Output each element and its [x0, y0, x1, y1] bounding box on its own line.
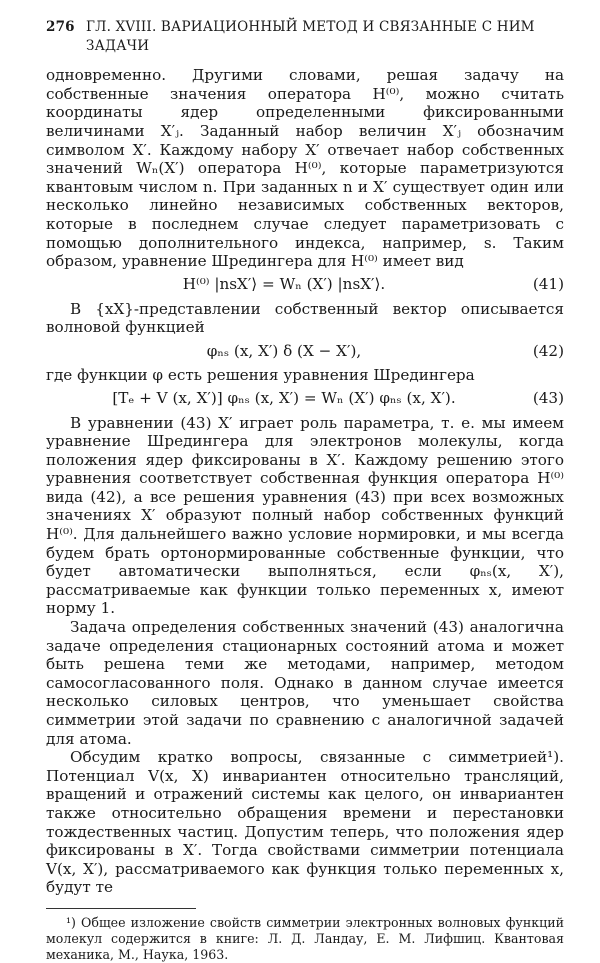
equation-42	[46, 341, 564, 361]
paragraph-5: Задача определения собственных значений (43) аналогична задаче определения стационарных состояний атома и может быть решена теми же методами, например, методом самосогласованного поля. Однако в данном случае имеется несколько силовых центров, что уменьшает свойства симметрии этой задачи по сравнению с аналогичной задачей для атома.	[46, 618, 564, 748]
page-number: 276	[46, 19, 75, 35]
equation-43-body: [Tₑ + V (x, X′)] φₙₛ (x, X′) = Wₙ (X′) φₙₛ (x, X′).	[112, 389, 456, 408]
footnote-divider	[46, 908, 196, 909]
equation-41-body: H⁽⁰⁾ |nsX′⟩ = Wₙ (X′) |nsX′⟩.	[182, 275, 386, 294]
running-header	[46, 18, 564, 55]
paragraph-4: В уравнении (43) X′ играет роль параметра, т. е. мы имеем уравнение Шредингера для электронов молекулы, когда положения ядер фиксированы в X′. Каждому решению этого уравнения соответствует собственная функция оператора H⁽⁰⁾ вида (42), а все решения уравнения (43) при всех возможных значениях X′ образуют полный набор собственных функций H⁽⁰⁾. Для дальнейшего важно условие нормировки, и мы всегда будем брать ортонормированные собственные функции, что будет автоматически выполняться, если φₙₛ(x, X′), рассматриваемые как функции только переменных x, имеют норму 1.	[46, 413, 564, 618]
equation-41-number: (41)	[532, 275, 564, 294]
running-title: ГЛ. XVIII. ВАРИАЦИОННЫЙ МЕТОД И СВЯЗАННЫЕ С НИМ ЗАДАЧИ	[86, 19, 535, 54]
footnote: ¹) Общее изложение свойств симметрии электронных волновых функций молекул содержится в книге: Л. Д. Ландау, Е. М. Лифшиц. Квантовая механика, М., Наука, 1963.	[46, 914, 564, 962]
paragraph-2: В {xX}-представлении собственный вектор описывается волновой функцией	[46, 299, 564, 337]
paragraph-6: Обсудим кратко вопросы, связанные с симметрией¹). Потенциал V(x, X) инвариантен относительно трансляций, вращений и отражений системы как целого, он инвариантен также относительно обращения времени и перестановки тождественных частиц. Допустим теперь, что положения ядер фиксированы в X′. Тогда свойствами симметрии потенциала V(x, X′), рассматриваемого как функция только переменных x, будут те	[46, 748, 564, 897]
equation-41	[46, 275, 564, 295]
paragraph-3: где функции φ есть решения уравнения Шредингера	[46, 365, 475, 384]
paragraph-1: одновременно. Другими словами, решая задачу на собственные значения оператора H⁽⁰⁾, можно считать координаты ядер определенными фиксированными величинами X′ⱼ. Заданный набор величин X′ⱼ обозначим символом X′. Каждому набору X′ отвечает набор собственных значений Wₙ(X′) оператора H⁽⁰⁾, которые параметризуются квантовым числом n. При заданных n и X′ существует один или несколько линейно независимых собственных векторов, которые в последнем случае следует параметризовать с помощью дополнительного индекса, например, s. Таким образом, уравнение Шредингера для H⁽⁰⁾ имеет вид	[46, 66, 564, 271]
equation-42-number: (42)	[532, 341, 564, 360]
equation-43-number: (43)	[532, 389, 564, 408]
equation-43	[46, 389, 564, 409]
equation-42-body: φₙₛ (x, X′) δ (X − X′),	[206, 341, 362, 360]
